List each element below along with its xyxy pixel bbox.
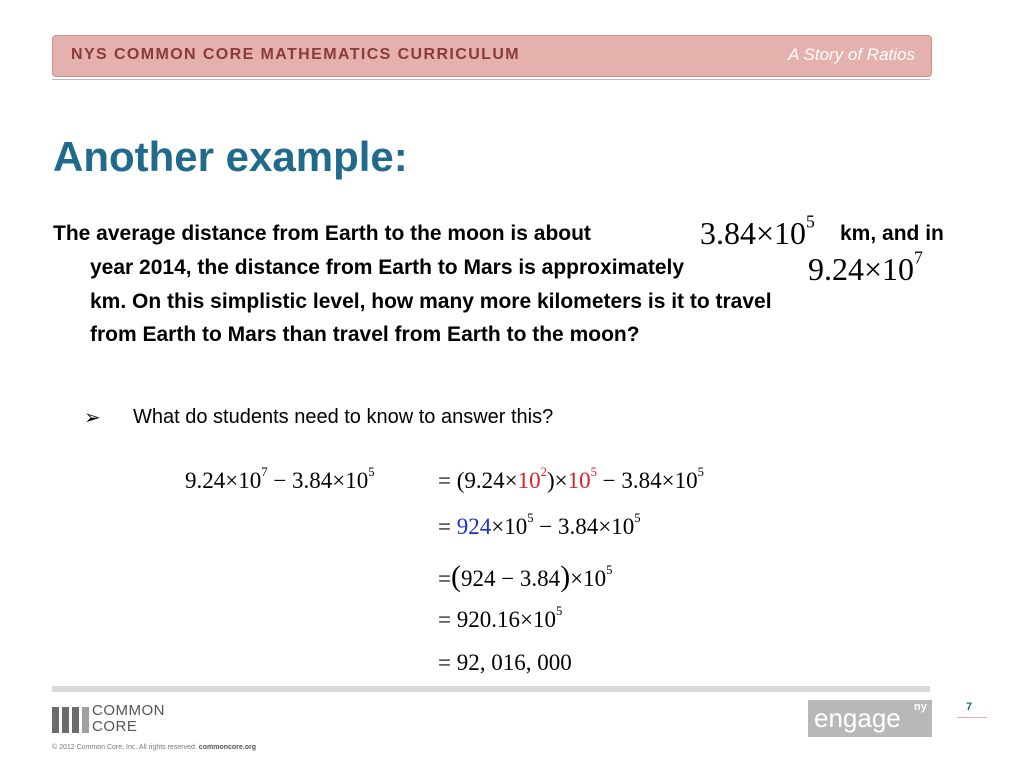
footer-bar (52, 686, 930, 692)
module-subtitle: A Story of Ratios (788, 45, 915, 64)
copyright-notice: © 2012 Common Core, Inc. All rights reserved. commoncore.org (52, 744, 256, 751)
work-step-5: = 92, 016, 000 (438, 650, 572, 675)
engage-ny-logo: engage ny (808, 700, 932, 737)
work-lhs: $9.24\times 10^7 - 3.84\times 10^5$ (185, 464, 375, 493)
slide-heading: Another example: (53, 133, 408, 180)
header-banner (52, 35, 932, 77)
common-core-logo-text: COMMON CORE (92, 702, 165, 735)
problem-line-2: year 2014, the distance from Earth to Mars is approximately (90, 256, 685, 279)
problem-line-1b: km, and in (840, 222, 944, 245)
mars-distance-expression: $9.24\times 10^7$ (808, 247, 923, 287)
problem-line-4: from Earth to Mars than travel from Earth to the moon? (90, 323, 640, 346)
arrow-bullet-icon: ➢ (84, 407, 101, 429)
page-number-rule (957, 717, 987, 718)
bullet-question: What do students need to know to answer this? (133, 406, 554, 428)
work-step-3: $=(924 - 3.84)\times 10^5$ (438, 560, 613, 593)
work-step-1: = $(9.24\times 10^2)\times 10^5 - 3.84\times 10^5$ (438, 464, 704, 493)
problem-line-1: The average distance from Earth to the moon is about (53, 222, 591, 245)
work-step-4: = $920.16\times 10^5$ (438, 603, 563, 632)
page-number: 7 (966, 701, 973, 713)
header-rule (52, 79, 930, 80)
work-step-2: = $924\times 10^5 - 3.84\times 10^5$ (438, 510, 641, 539)
curriculum-title: NYS COMMON CORE MATHEMATICS CURRICULUM (71, 46, 521, 63)
moon-distance-expression: $3.84\times 10^5$ (700, 211, 815, 251)
problem-line-3: km. On this simplistic level, how many more kilometers is it to travel (90, 290, 772, 313)
